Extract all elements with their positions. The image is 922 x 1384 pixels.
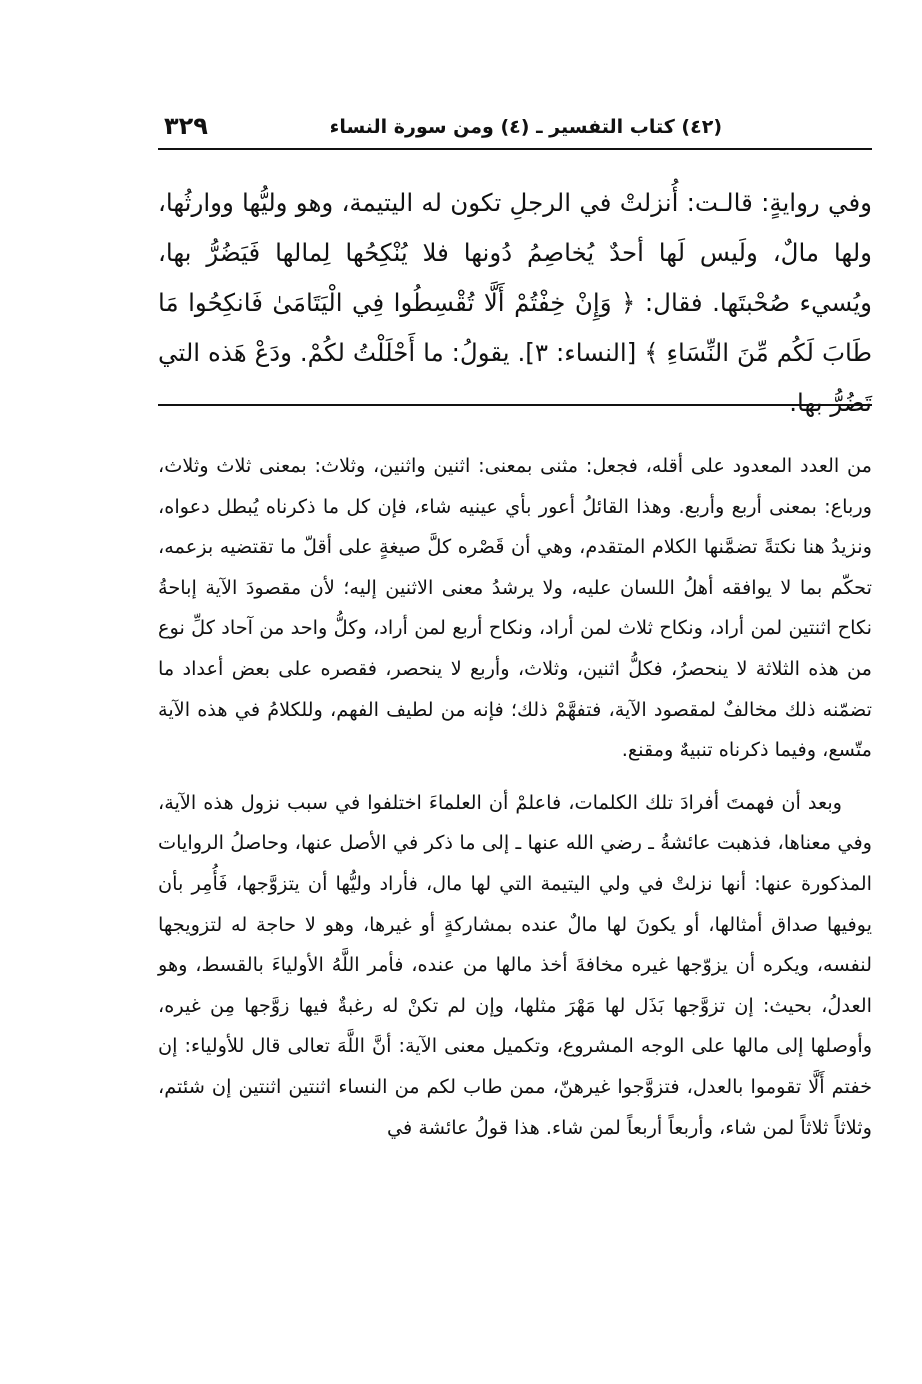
running-header [158, 108, 872, 150]
hadith-paragraph: وفي روايةٍ: قالـت: أُنزلتْ في الرجلِ تكون له اليتيمة، وهو وليُّها ووارثُها، ولها مالٌ، ولَيس لَها أحدٌ يُخاصِمُ دُونها فلا يُنْكِحُها لِمالها فَيَضُرُّ بها، ويُسيء صُحْبتَها. فقال: ﴿ وَإِنْ خِفْتُمْ أَلَّا تُقْسِطُوا فِي الْيَتَامَىٰ فَانكِحُوا مَا طَابَ لَكُم مِّنَ النِّسَاءِ ﴾ [النساء: ٣]. يقولُ: ما أَحْلَلْتُ لكُمْ. ودَعْ هَذه التي تَضُرُّ بها. [158, 188, 872, 417]
header-title: (٤٢) كتاب التفسير ـ (٤) ومن سورة النساء [329, 116, 722, 138]
footnote-separator [158, 404, 872, 406]
commentary-block [158, 446, 872, 1148]
commentary-paragraph-1: من العدد المعدود على أقله، فجعل: مثنى بمعنى: اثنين واثنين، وثلاث: بمعنى ثلاث وثلاث، ورباع: بمعنى أربع وأربع. وهذا القائلُ أعور بأي عينيه شاء، فإن كل ما ذكرناه يُبطل دعواه، ونزيدُ هنا نكتةً تضمَّنها الكلام المتقدم، وهي أن قَصْره كلَّ صيغةٍ على أقلّ ما تقتضيه بزعمه، تحكّم بما لا يوافقه أهلُ اللسان عليه، ولا يرشدُ معنى الاثنين إليه؛ لأن مقصودَ الآية إباحةُ نكاح اثنتين لمن أراد، ونكاح ثلاث لمن أراد، ونكاح أربع لمن أراد، وكلُّ واحد من آحاد كلِّ نوع من هذه الثلاثة لا ينحصرُ، فكلُّ اثنين، وثلاث، وأربع لا ينحصر، فقصره على بعض أعداد ما تضمّنه ذلك مخالفٌ لمقصود الآية، فتفهَّمْ ذلك؛ فإنه من لطيف الفهم، وللكلامُ في هذه الآية متّسع، وفيما ذكرناه تنبيهٌ ومقنع. [158, 454, 872, 762]
hadith-text-block [158, 178, 872, 428]
commentary-paragraph-2: وبعد أن فهمتَ أفرادَ تلك الكلمات، فاعلمْ أن العلماءَ اختلفوا في سبب نزول هذه الآية، وفي معناها، فذهبت عائشةُ ـ رضي الله عنها ـ إلى ما ذكر في الأصل عنها، وحاصلُ الروايات المذكورة عنها: أنها نزلتْ في ولي اليتيمة التي لها مال، فأراد وليُّها أن يتزوَّجها، فَأُمِر بأن يوفيها صداق أمثالها، أو يكونَ لها مالٌ عنده بمشاركةٍ أو غيرها، وهو لا حاجة له لتزويجها لنفسه، ويكره أن يزوّجها غيره مخافةَ أخذ مالها من عنده، فأمر اللَّهُ الأولياءَ بالقسط، وهو العدلُ، بحيث: إن تزوَّجها بَذَل لها مَهْرَ مثلها، وإن لم تكنْ له رغبةٌ فيها زوَّجها مِن غيره، وأوصلها إلى مالها على الوجه المشروع، وتكميل معنى الآية: أنَّ اللَّهَ تعالى قال للأولياء: إن خفتم أَلَّا تقوموا بالعدل، فتزوَّجوا غيرهنّ، ممن طاب لكم من النساء اثنتين اثنتين إن شئتم، وثلاثاً ثلاثاً لمن شاء، وأربعاً أربعاً لمن شاء. هذا قولُ عائشة في [158, 790, 872, 1139]
page-number: ٣٢٩ [164, 112, 208, 140]
